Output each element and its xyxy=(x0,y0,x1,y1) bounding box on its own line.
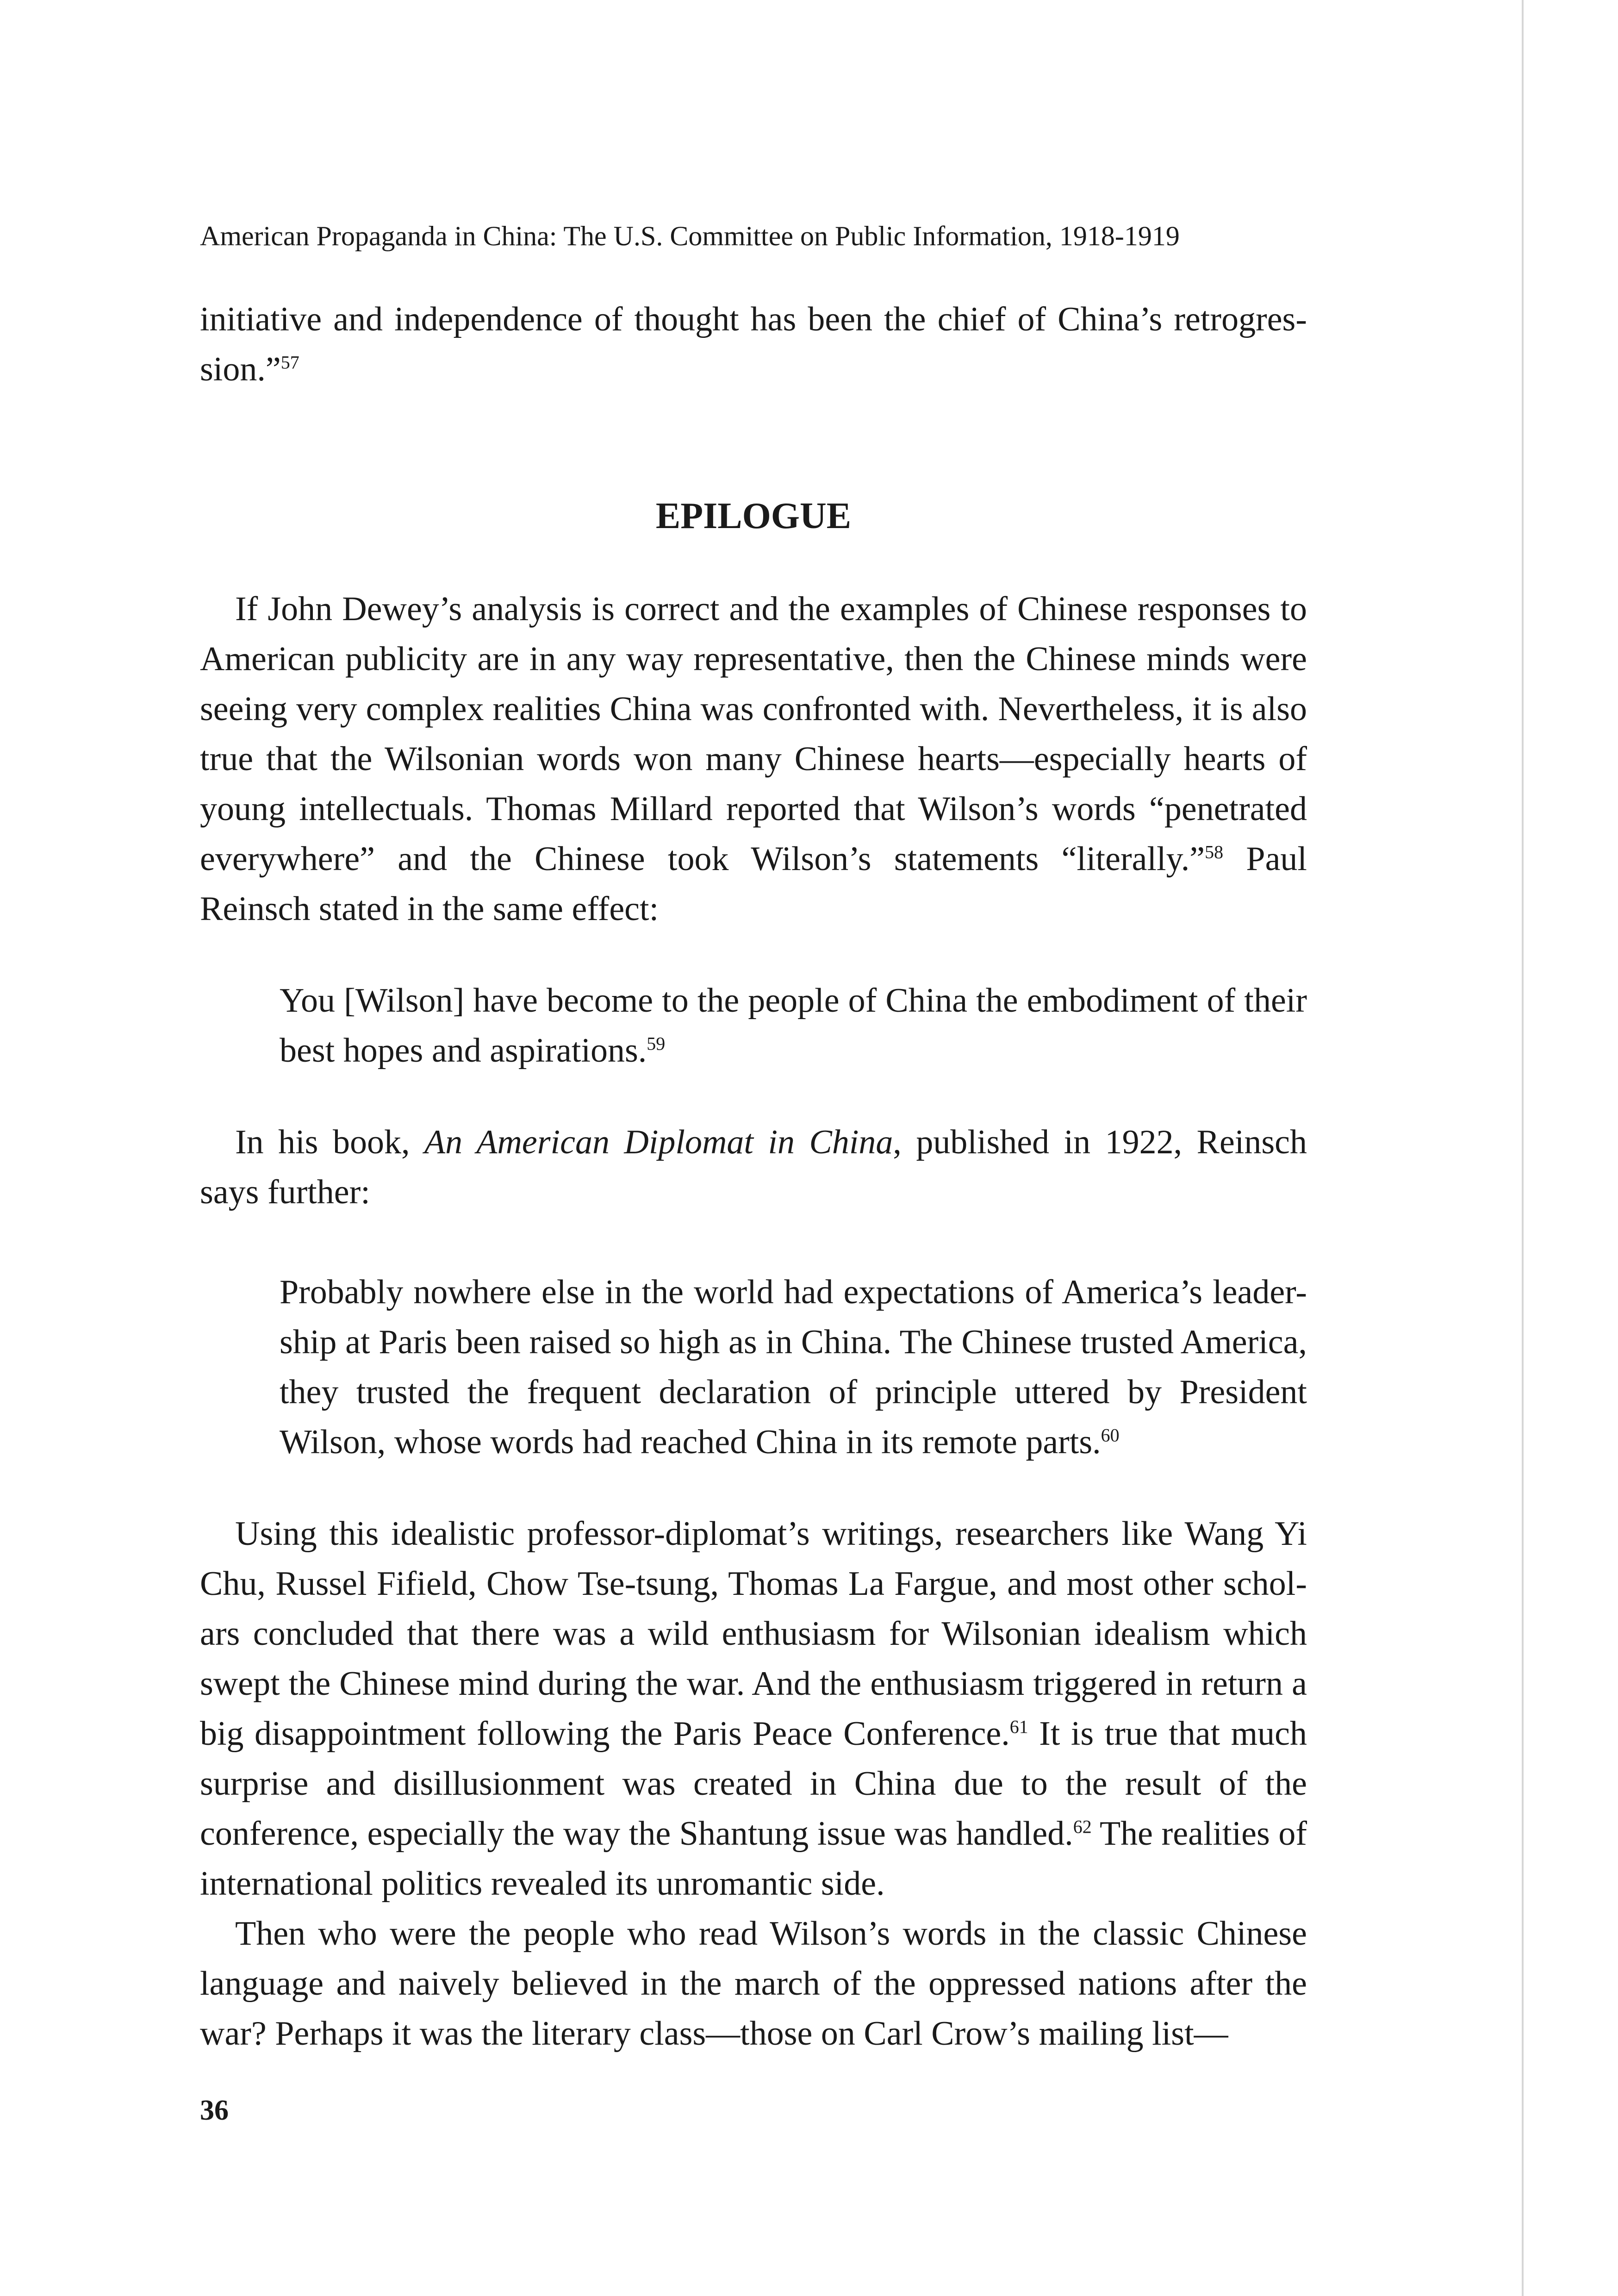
paragraph-3 xyxy=(200,1509,1307,1909)
block-quote-2-text: Probably nowhere else in the world had expectations of America’s leader-ship at Paris been raised so high as in China. The Chinese trusted America, they trusted the frequent declaration of principle uttered by President Wilson, whose words had reached China in its remote parts. xyxy=(280,1273,1307,1461)
footnote-ref-57: 57 xyxy=(280,352,299,373)
paragraph-4 xyxy=(200,1909,1307,2059)
block-quote-1 xyxy=(280,976,1307,1076)
paragraph-3-text-c: The realities of international politics revealed its unromantic side. xyxy=(200,1815,1307,1903)
paragraph-1-text-b: Paul Reinsch stated in the same effect: xyxy=(200,840,1307,928)
paragraph-2-text-a: In his book, xyxy=(235,1123,424,1161)
paragraph-3-text-b: It is true that much surprise and disillusionment was created in China due to the result of the conference, especially the way the Shantung issue was handled. xyxy=(200,1715,1307,1853)
paragraph-3-text-a: Using this idealistic professor-diplomat’s writings, researchers like Wang Yi Chu, Russel Fifield, Chow Tse-tsung, Thomas La Fargue, and most other schol-ars concluded that there was a wild enthusiasm for Wilsonian idealism which swept the Chinese mind during the war. And the enthusiasm triggered in return a big disappointment following the Paris Peace Conference. xyxy=(200,1515,1307,1753)
page-edge-line xyxy=(1522,0,1524,2296)
carryover-paragraph xyxy=(200,294,1307,394)
footnote-ref-58: 58 xyxy=(1205,841,1224,863)
section-heading: EPILOGUE xyxy=(655,496,852,536)
paragraph-1-text-a: If John Dewey’s analysis is correct and the examples of Chinese responses to American publicity are in any way representative, then the Chinese minds were seeing very complex realities China was confronted with. Nevertheless, it is also true that the Wilsonian words won many Chinese hearts—especially hearts of young intellectuals. Thomas Millard reported that Wilson’s words “penetrated everywhere” and the Chinese took Wilson’s statements “literally.” xyxy=(200,590,1307,878)
block-quote-1-text: You [Wilson] have become to the people of China the embodiment of their best hopes and aspirations. xyxy=(280,982,1307,1070)
paragraph-2 xyxy=(200,1117,1307,1217)
paragraph-1 xyxy=(200,584,1307,934)
footnote-ref-60: 60 xyxy=(1101,1425,1120,1446)
book-title: An American Diplomat in China xyxy=(424,1123,893,1161)
carryover-text: initiative and independence of thought has been the chief of China’s retrogres-sion.” xyxy=(200,300,1307,388)
block-quote-2 xyxy=(280,1267,1307,1467)
running-head: American Propaganda in China: The U.S. Committee on Public Information, 1918-1919 xyxy=(200,221,1180,251)
page-number: 36 xyxy=(200,2095,229,2126)
footnote-ref-62: 62 xyxy=(1073,1816,1092,1837)
footnote-ref-61: 61 xyxy=(1009,1716,1028,1737)
paragraph-2-text-b: , published in 1922, Reinsch says further: xyxy=(200,1123,1307,1211)
paragraph-4-text: Then who were the people who read Wilson’s words in the classic Chinese language and naively believed in the march of the oppressed nations after the war? Perhaps it was the literary class—those on Carl Crow’s mailing list— xyxy=(200,1915,1307,2053)
footnote-ref-59: 59 xyxy=(647,1033,666,1054)
